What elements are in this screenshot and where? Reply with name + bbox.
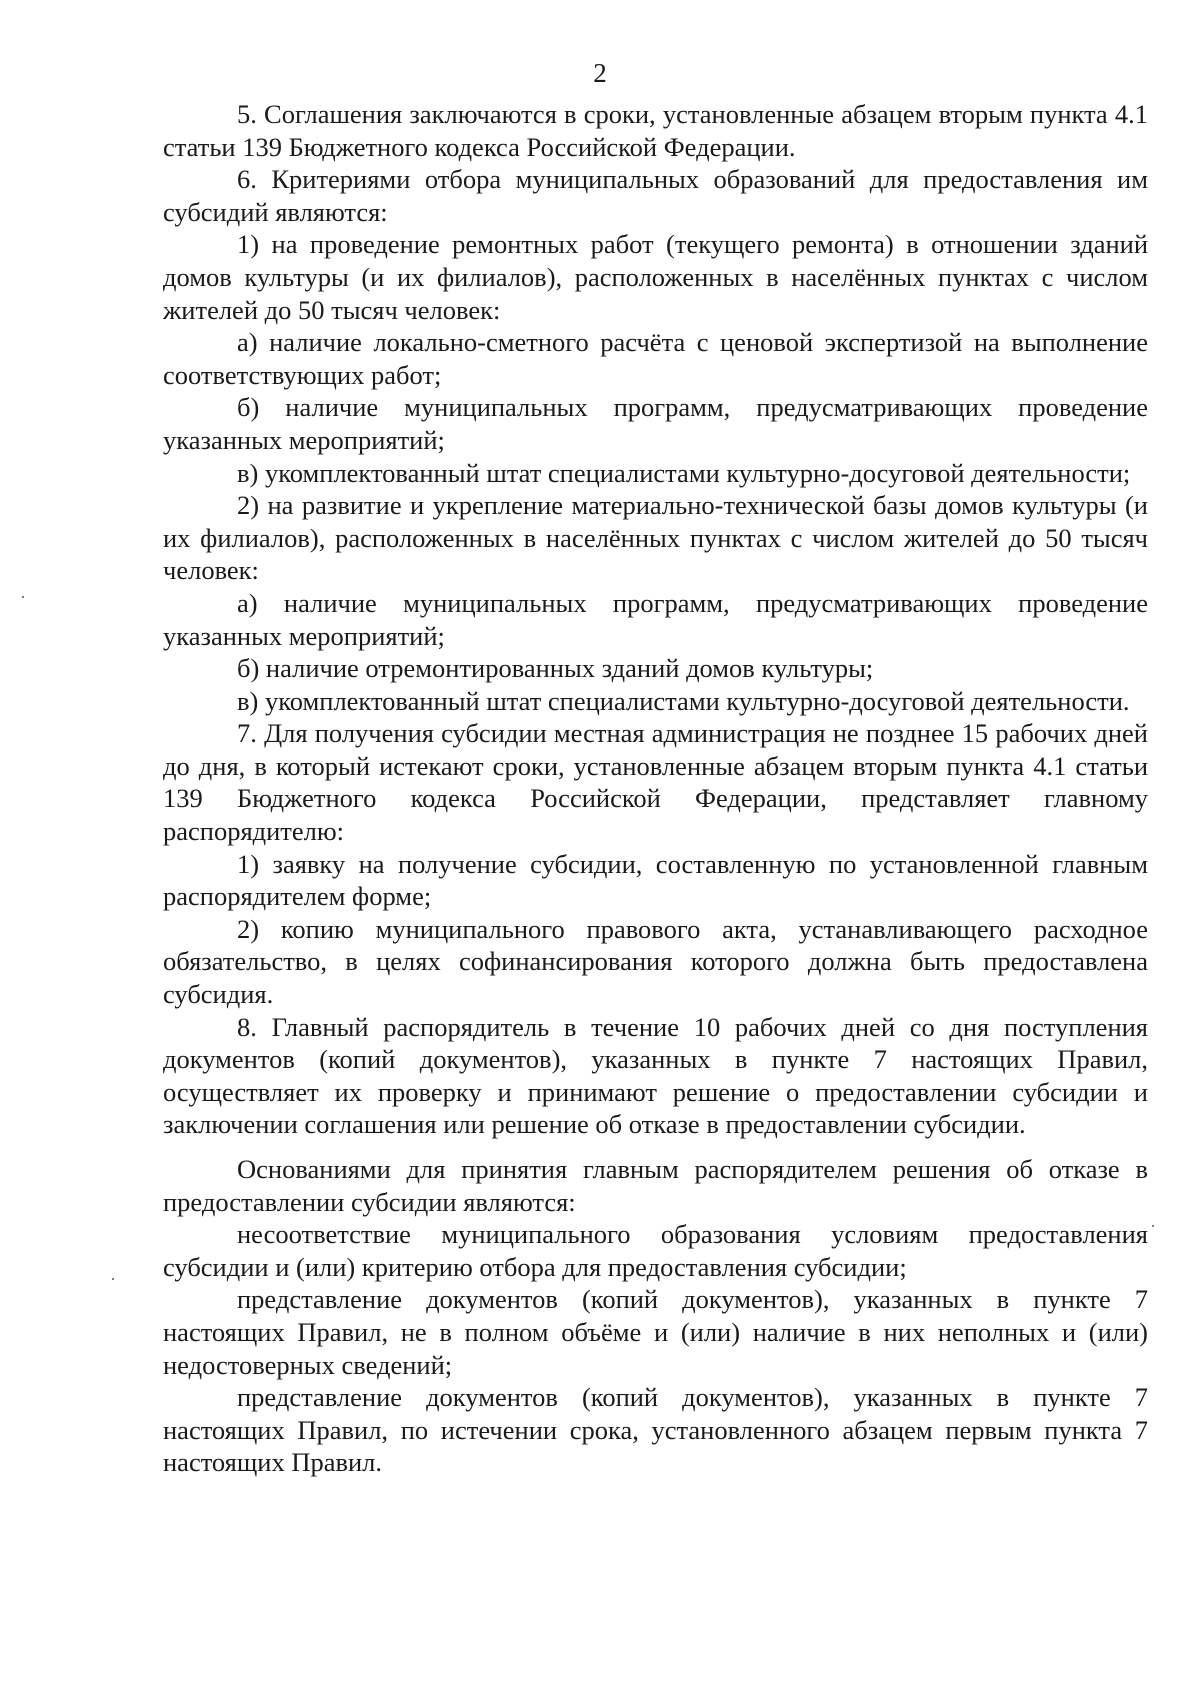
paragraph-7: 7. Для получения субсидии местная администрация не позднее 15 рабочих дней до дня, в который истекают сроки, установленные абзацем вторым пункта 4.1 статьи 139 Бюджетного кодекса Российской Федерации, представляет главному распорядителю:	[163, 718, 1148, 847]
paragraph-8: 8. Главный распорядитель в течение 10 рабочих дней со дня поступления документов (копий документов), указанных в пункте 7 настоящих Правил, осуществляет их проверку и принимают решение о предоставлении субсидии и заключении соглашения или решение об отказе в предоставлении субсидии.	[163, 1011, 1148, 1140]
page-number: 2	[593, 58, 607, 88]
paragraph-5: 5. Соглашения заключаются в сроки, установленные абзацем вторым пункта 4.1 статьи 139 Бюджетного кодекса Российской Федерации.	[163, 99, 1148, 162]
paragraph-7-item-2: 2) копию муниципального правового акта, устанавливающего расходное обязательство, в целях софинансирования которого должна быть предоставлена субсидия.	[163, 913, 1148, 1010]
scan-speck	[112, 1278, 114, 1280]
scan-speck	[22, 596, 24, 598]
paragraph-6-item-2b: б) наличие отремонтированных зданий домов культуры;	[237, 653, 874, 684]
paragraph-7-item-1: 1) заявку на получение субсидии, составленную по установленной главным распорядителем форме;	[163, 848, 1148, 912]
document-body	[163, 98, 1148, 1479]
refusal-ground-2: представление документов (копий документов), указанных в пункте 7 настоящих Правил, не в полном объёме и (или) наличие в них неполных и (или) недостоверных сведений;	[163, 1284, 1148, 1380]
paragraph-6-item-1c: в) укомплектованный штат специалистами культурно-досуговой деятельности;	[237, 457, 1131, 488]
scan-speck	[1152, 1225, 1154, 1227]
refusal-grounds-intro: Основаниями для принятия главным распорядителем решения об отказе в предоставлении субсидии являются:	[163, 1154, 1148, 1217]
refusal-ground-3: представление документов (копий документов), указанных в пункте 7 настоящих Правил, по истечении срока, установленного абзацем первым пункта 7 настоящих Правил.	[163, 1382, 1148, 1478]
paragraph-6-item-2a: а) наличие муниципальных программ, предусматривающих проведение указанных мероприятий;	[163, 587, 1148, 651]
paragraph-6-item-1: 1) на проведение ремонтных работ (текущего ремонта) в отношении зданий домов культуры (и их филиалов), расположенных в населённых пунктах с числом жителей до 50 тысяч человек:	[163, 229, 1148, 325]
paragraph-6-item-2: 2) на развитие и укрепление материально-технической базы домов культуры (и их филиалов), расположенных в населённых пунктах с числом жителей до 50 тысяч человек:	[163, 490, 1148, 586]
refusal-ground-1: несоответствие муниципального образования условиям предоставления субсидии и (или) критерию отбора для предоставления субсидии;	[163, 1219, 1148, 1282]
paragraph-6-item-1b: б) наличие муниципальных программ, предусматривающих проведение указанных мероприятий;	[163, 392, 1148, 455]
paragraph-6: 6. Критериями отбора муниципальных образований для предоставления им субсидий являются:	[163, 164, 1148, 227]
paragraph-6-item-1a: а) наличие локально-сметного расчёта с ценовой экспертизой на выполнение соответствующих работ;	[163, 327, 1148, 390]
paragraph-6-item-2c: в) укомплектованный штат специалистами культурно-досуговой деятельности.	[237, 685, 1130, 716]
